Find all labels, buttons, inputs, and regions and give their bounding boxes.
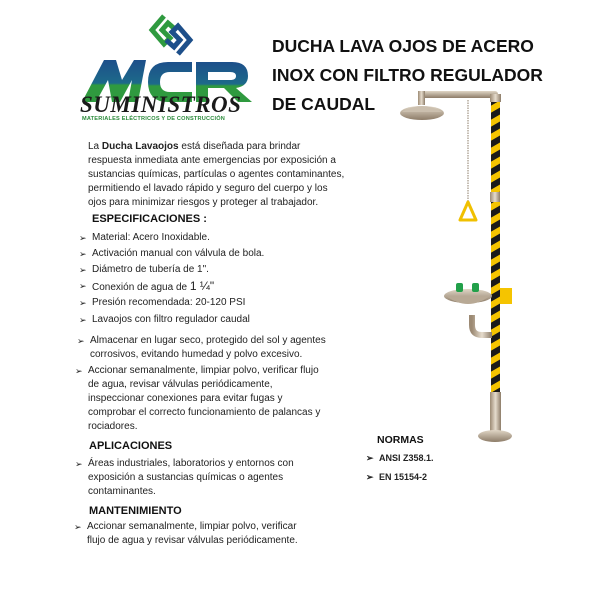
applications-text: Áreas industriales, laboratorios y entornos con — [88, 458, 294, 469]
specs-heading: ESPECIFICACIONES : — [92, 213, 207, 225]
product-name: Ducha Lavaojos — [101, 141, 179, 152]
care-text: Accionar semanalmente, limpiar polvo, verificar flujo — [88, 365, 319, 376]
spec-item — [79, 296, 246, 310]
bullet-arrow-icon: ➢ — [74, 522, 82, 532]
spec-text: Presión recomendada: 20-120 PSI — [92, 297, 246, 308]
bullet-arrow-icon: ➢ — [79, 315, 87, 325]
spec-text: Activación manual con válvula de bola. — [92, 248, 265, 259]
care-item — [77, 334, 326, 362]
intro-text: ojos para minimizar riesgos y proteger al trabajador. — [88, 197, 319, 208]
bullet-arrow-icon: ➢ — [79, 265, 87, 275]
maintenance-heading: MANTENIMIENTO — [89, 505, 182, 517]
intro-text: permitiendo el lavado rápido y seguro del cuerpo y los — [88, 183, 328, 194]
applications-text: exposición a sustancias químicas o agentes — [88, 472, 284, 483]
spec-text: Material: Acero Inoxidable. — [92, 232, 210, 243]
intro-text: respuesta inmediata ante emergencias por exposición a — [88, 155, 336, 166]
care-text: de agua, revisar válvulas periódicamente, — [88, 379, 273, 390]
pole-base — [478, 430, 512, 442]
eyewash-nozzle — [472, 283, 479, 292]
applications-item — [75, 457, 294, 499]
bullet-arrow-icon: ➢ — [79, 249, 87, 259]
bullet-arrow-icon: ➢ — [79, 298, 87, 308]
bullet-arrow-icon: ➢ — [79, 233, 87, 243]
striped-pole — [491, 94, 500, 394]
care-item — [75, 364, 321, 434]
spec-item — [79, 313, 250, 327]
eyewash-nozzle — [456, 283, 463, 292]
maintenance-item — [74, 520, 298, 548]
bullet-arrow-icon: ➢ — [75, 459, 83, 469]
intro-text: La — [88, 141, 102, 152]
title-line: INOX CON FILTRO REGULADOR — [272, 65, 543, 85]
applications-text: contaminantes. — [88, 486, 156, 497]
intro-text: está diseñada para brindar — [178, 141, 301, 152]
norm-item — [366, 470, 428, 484]
pull-handle — [460, 202, 476, 220]
title-line: DE CAUDAL — [272, 94, 376, 114]
bullet-arrow-icon: ➢ — [366, 453, 374, 463]
care-text: comprobar el correcto funcionamiento de palancas y — [88, 407, 321, 418]
bullet-arrow-icon: ➢ — [75, 366, 83, 376]
care-text: rociadores. — [88, 421, 138, 432]
logo-name: SUMINISTROS — [80, 92, 242, 117]
intro-text: sustancias químicas, partículas o agentes contaminantes, — [88, 169, 345, 180]
connection-size: 1 ¼" — [189, 279, 215, 293]
logo-tagline: MATERIALES ELÉCTRICOS Y DE CONSTRUCCIÓN — [82, 116, 225, 122]
bullet-arrow-icon: ➢ — [366, 472, 374, 482]
push-flag — [500, 288, 512, 304]
norm-text: EN 15154-2 — [379, 472, 428, 482]
logo-emblem-icon — [146, 10, 196, 60]
care-text: inspeccionar conexiones para evitar fugas y — [88, 393, 283, 404]
company-logo — [78, 8, 258, 123]
title-line: DUCHA LAVA OJOS DE ACERO — [272, 36, 534, 56]
eyewash-pipe — [472, 315, 492, 335]
spec-item — [79, 263, 209, 277]
spec-item — [79, 279, 215, 295]
intro-paragraph — [88, 140, 358, 210]
spec-item — [79, 231, 210, 245]
spec-item — [79, 247, 265, 261]
care-text: corrosivos, evitando humedad y polvo excesivo. — [90, 349, 303, 360]
shower-arm — [418, 91, 498, 98]
norm-text: ANSI Z358.1. — [379, 453, 434, 463]
spec-text: Conexión de agua de — [92, 282, 190, 293]
spec-text: Diámetro de tubería de 1". — [92, 264, 209, 275]
emergency-shower-illustration — [390, 80, 520, 460]
maintenance-text: Accionar semanalmente, limpiar polvo, verificar — [87, 521, 297, 532]
maintenance-text: flujo de agua y revisar válvulas periódicamente. — [87, 535, 298, 546]
norms-heading: NORMAS — [377, 434, 424, 446]
applications-heading: APLICACIONES — [89, 440, 173, 452]
care-text: Almacenar en lugar seco, protegido del sol y agentes — [90, 335, 326, 346]
bullet-arrow-icon: ➢ — [77, 336, 85, 346]
bullet-arrow-icon: ➢ — [79, 281, 87, 291]
spec-text: Lavaojos con filtro regulador caudal — [92, 314, 250, 325]
